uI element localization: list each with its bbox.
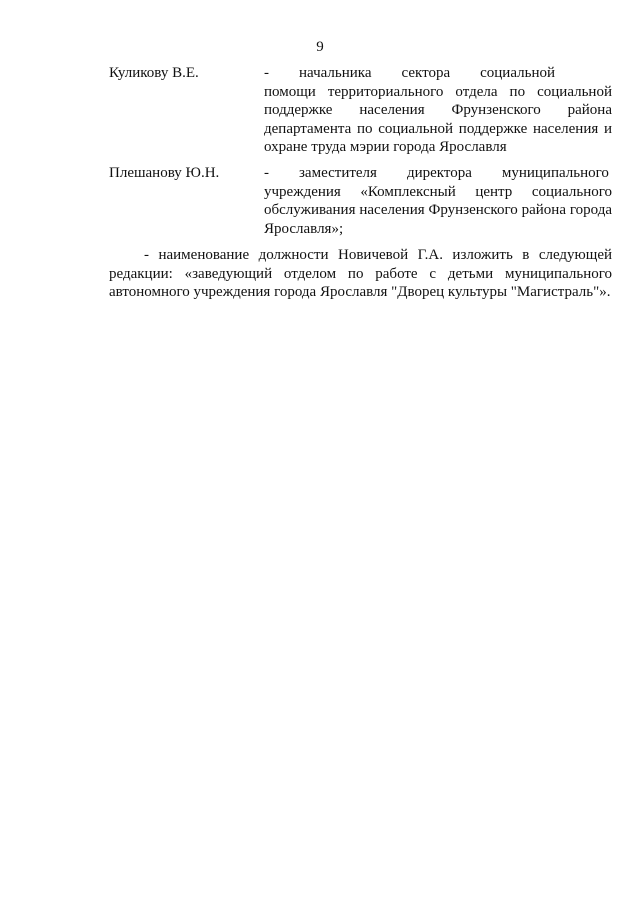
entry-name: Плешанову Ю.Н. (109, 165, 220, 181)
page-number: 9 (316, 39, 324, 55)
entry-description: - заместителя директора муниципального учреждения «Комплексный центр социального обслуживания населения Фрунзенского района города Ярославля»; (264, 165, 612, 237)
entry-name: Куликову В.Е. (109, 65, 199, 81)
amendment-paragraph: - наименование должности Новичевой Г.А. изложить в следующей редакции: «заведующий отделом по работе с детьми муниципального автономного учреждения города Ярославля "Дворец культуры "Магистраль"». (109, 247, 612, 300)
entry-description: - начальника сектора социальной помощи территориального отдела по социальной поддержке населения Фрунзенского района департамента по социальной поддержке населения и охране труда мэрии города Ярославля (264, 65, 612, 155)
